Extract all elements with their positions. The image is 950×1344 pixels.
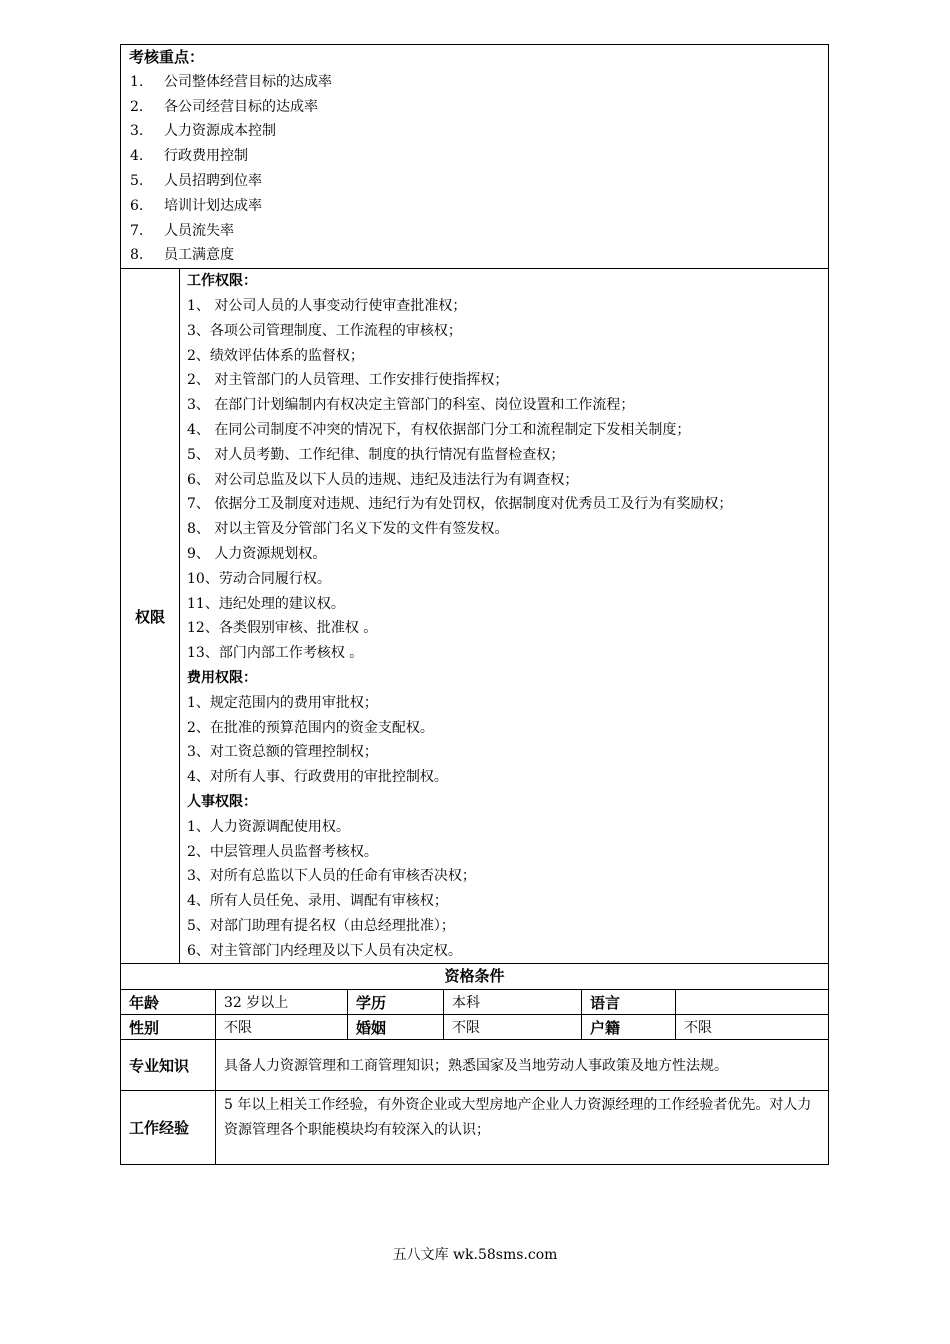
assessment-item: 5. 人员招聘到位率: [130, 172, 262, 189]
experience-label: 工作经验: [121, 1091, 216, 1165]
personnel-authority-item: 6、对主管部门内经理及以下人员有决定权。: [187, 942, 462, 959]
qualification-row-gender: [121, 1015, 829, 1040]
expense-authority-title: 费用权限：: [187, 669, 257, 686]
expense-authority-item: 1、规定范围内的费用审批权；: [187, 694, 378, 711]
work-authority-item: 5、 对人员考勤、工作纪律、制度的执行情况有监督检查权；: [187, 446, 565, 463]
assessment-item: 6. 培训计划达成率: [130, 197, 262, 214]
age-label: 年龄: [121, 990, 216, 1015]
language-value: [676, 990, 829, 1015]
assessment-cell: [121, 45, 829, 269]
age-value: 32 岁以上: [216, 990, 348, 1015]
language-label: 语言: [582, 990, 676, 1015]
work-authority-item: 13、部门内部工作考核权 。: [187, 645, 364, 662]
knowledge-value: 具备人力资源管理和工商管理知识；熟悉国家及当地劳动人事政策及地方性法规。: [216, 1040, 829, 1091]
assessment-item: 7. 人员流失率: [130, 222, 234, 239]
expense-authority-item: 4、对所有人事、行政费用的审批控制权。: [187, 769, 448, 786]
work-authority-item: 3、各项公司管理制度、工作流程的审核权；: [187, 322, 462, 339]
footer-watermark: 五八文库 wk.58sms.com: [392, 1247, 558, 1263]
work-authority-item: 8、 对以主管及分管部门名义下发的文件有签发权。: [187, 521, 509, 538]
work-authority-item: 9、 人力资源规划权。: [187, 545, 327, 562]
qualification-row-knowledge: [121, 1040, 829, 1091]
authority-row: [121, 269, 829, 964]
expense-authority-item: 2、在批准的预算范围内的资金支配权。: [187, 719, 434, 736]
work-authority-item: 4、 在同公司制度不冲突的情况下，有权依据部门分工和流程制定下发相关制度；: [187, 421, 691, 438]
marriage-value: 不限: [444, 1015, 582, 1040]
qualification-row-experience: [121, 1091, 829, 1165]
authority-content: [180, 269, 829, 964]
qualifications-title: 资格条件: [121, 964, 829, 990]
work-authority-item: 11、违纪处理的建议权。: [187, 595, 345, 612]
qualifications-title-row: [121, 964, 829, 990]
gender-value: 不限: [216, 1015, 348, 1040]
experience-value: 5 年以上相关工作经验，有外资企业或大型房地产企业人力资源经理的工作经验者优先。对人力资源管理各个职能模块均有较深入的认识；: [216, 1091, 829, 1165]
job-description-table: [120, 44, 829, 1165]
work-authority-item: 12、各类假别审核、批准权 。: [187, 620, 378, 637]
work-authority-item: 1、 对公司人员的人事变动行使审查批准权；: [187, 297, 467, 314]
work-authority-item: 3、 在部门计划编制内有权决定主管部门的科室、岗位设置和工作流程；: [187, 397, 635, 414]
assessment-item: 2. 各公司经营目标的达成率: [130, 98, 318, 115]
assessment-title: 考核重点：: [129, 48, 205, 66]
assessment-row: [121, 45, 829, 269]
education-value: 本科: [444, 990, 582, 1015]
marriage-label: 婚姻: [348, 1015, 444, 1040]
assessment-item: 1. 公司整体经营目标的达成率: [130, 73, 332, 90]
personnel-authority-item: 4、所有人员任免、录用、调配有审核权；: [187, 893, 448, 910]
personnel-authority-item: 3、对所有总监以下人员的任命有审核否决权；: [187, 868, 476, 885]
work-authority-item: 2、 对主管部门的人员管理、工作安排行使指挥权；: [187, 372, 509, 389]
work-authority-item: 10、劳动合同履行权。: [187, 570, 331, 587]
assessment-item: 4. 行政费用控制: [130, 148, 248, 165]
work-authority-title: 工作权限：: [187, 273, 257, 290]
personnel-authority-item: 5、对部门助理有提名权（由总经理批准）；: [187, 917, 455, 934]
expense-authority-item: 3、对工资总额的管理控制权；: [187, 744, 378, 761]
household-value: 不限: [676, 1015, 829, 1040]
gender-label: 性别: [121, 1015, 216, 1040]
work-authority-item: 7、 依据分工及制度对违规、违纪行为有处罚权，依据制度对优秀员工及行为有奖励权；: [187, 496, 733, 513]
assessment-item: 3. 人力资源成本控制: [130, 123, 276, 140]
work-authority-item: 6、 对公司总监及以下人员的违规、违纪及违法行为有调查权；: [187, 471, 579, 488]
education-label: 学历: [348, 990, 444, 1015]
personnel-authority-item: 1、人力资源调配使用权。: [187, 818, 350, 835]
assessment-item: 8. 员工满意度: [130, 247, 234, 264]
household-label: 户籍: [582, 1015, 676, 1040]
personnel-authority-title: 人事权限：: [187, 793, 257, 810]
knowledge-label: 专业知识: [121, 1040, 216, 1091]
authority-label: 权限: [121, 269, 180, 964]
personnel-authority-item: 2、中层管理人员监督考核权。: [187, 843, 378, 860]
qualification-row-age: [121, 990, 829, 1015]
work-authority-item: 2、绩效评估体系的监督权；: [187, 347, 364, 364]
